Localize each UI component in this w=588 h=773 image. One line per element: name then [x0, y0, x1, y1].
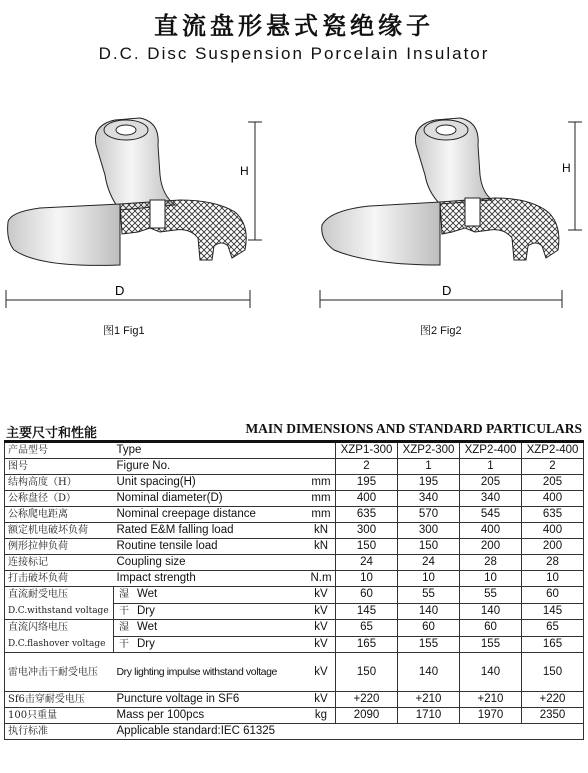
value-cell: 140	[460, 653, 522, 692]
wet-en: Wet	[134, 587, 307, 604]
value-cell: 55	[460, 587, 522, 604]
value-cell: 165	[522, 636, 584, 653]
value-cell: 2	[336, 459, 398, 475]
spec-row	[5, 555, 584, 571]
value-cell: 145	[336, 603, 398, 620]
flashover-wet-row	[5, 620, 584, 637]
row-en-label: Rated E&M falling load	[114, 523, 308, 539]
row-en-label: Dry lighting impulse withstand voltage	[114, 653, 308, 692]
value-cell: 10	[398, 571, 460, 587]
value-cell: 150	[336, 653, 398, 692]
row-en-label: Figure No.	[114, 459, 308, 475]
row-en-label: Routine tensile load	[114, 539, 308, 555]
unit-cell: kV	[307, 587, 336, 604]
flashover-en: D.C.flashover voltage	[8, 639, 106, 649]
value-cell: 155	[460, 636, 522, 653]
value-cell: 2090	[336, 708, 398, 724]
row-cn-label: 公称盘径（D）	[5, 491, 114, 507]
value-cell: 200	[460, 539, 522, 555]
unit-cell: mm	[307, 491, 336, 507]
value-cell: 24	[398, 555, 460, 571]
row-cn-label: Sf6击穿耐受电压	[5, 692, 114, 708]
value-cell: 300	[398, 523, 460, 539]
value-cell: 165	[336, 636, 398, 653]
row-en-label: Mass per 100pcs	[114, 708, 308, 724]
fig1-h-label: H	[240, 164, 249, 178]
value-cell: 340	[460, 491, 522, 507]
withstand-wet-row	[5, 587, 584, 604]
row-cn-label: 结构高度（H）	[5, 475, 114, 491]
spec-row	[5, 571, 584, 587]
fig2-h-label: H	[562, 161, 571, 175]
unit-cell: mm	[307, 475, 336, 491]
value-cell: 145	[522, 603, 584, 620]
value-cell: 340	[398, 491, 460, 507]
unit-cell: kV	[307, 692, 336, 708]
table-header-chinese: 主要尺寸和性能	[6, 426, 98, 441]
spec-row	[5, 539, 584, 555]
dry-en: Dry	[134, 603, 307, 620]
unit-cell: kV	[307, 620, 336, 637]
value-cell: 60	[398, 620, 460, 637]
value-cell: +220	[522, 692, 584, 708]
value-cell: 55	[398, 587, 460, 604]
row-cn-label: 连接标记	[5, 555, 114, 571]
value-cell: 570	[398, 507, 460, 523]
value-cell: 24	[336, 555, 398, 571]
spec-row	[5, 523, 584, 539]
value-cell: 140	[460, 603, 522, 620]
unit-cell: kV	[307, 603, 336, 620]
row-en-label: Impact strength	[114, 571, 308, 587]
value-cell: 60	[336, 587, 398, 604]
value-cell: 635	[522, 507, 584, 523]
value-cell: +210	[398, 692, 460, 708]
type-cell: XZP1-300	[336, 442, 398, 459]
dry-cn: 干	[114, 603, 135, 620]
value-cell: 10	[336, 571, 398, 587]
value-cell: 140	[398, 603, 460, 620]
value-cell: +210	[460, 692, 522, 708]
value-cell: 28	[522, 555, 584, 571]
row-cn-label: 额定机电破坏负荷	[5, 523, 114, 539]
unit-cell: kN	[307, 523, 336, 539]
value-cell: 60	[522, 587, 584, 604]
mass-row	[5, 708, 584, 724]
row-en-label: Unit spacing(H)	[114, 475, 308, 491]
fig1-d-label: D	[115, 283, 125, 298]
row-cn-label: 雷电冲击干耐受电压	[5, 653, 114, 692]
value-cell: 1710	[398, 708, 460, 724]
withstand-cn: 直流耐受电压	[8, 589, 68, 600]
value-cell: 10	[460, 571, 522, 587]
value-cell: 2	[522, 459, 584, 475]
value-cell: 2350	[522, 708, 584, 724]
row-en-label: Nominal diameter(D)	[114, 491, 308, 507]
wet-en: Wet	[134, 620, 307, 637]
title-chinese: 直流盘形悬式瓷绝缘子	[154, 11, 434, 40]
row-cn-label: 100只重量	[5, 708, 114, 724]
value-cell: 400	[336, 491, 398, 507]
spec-row	[5, 475, 584, 491]
row-cn-label: 公称爬电距离	[5, 507, 114, 523]
spec-row	[5, 491, 584, 507]
value-cell: 140	[398, 653, 460, 692]
type-cell: XZP2-300	[398, 442, 460, 459]
spec-row	[5, 507, 584, 523]
type-row	[5, 442, 584, 459]
row-en-label: Type	[114, 442, 308, 459]
table-header-english: MAIN DIMENSIONS AND STANDARD PARTICULARS	[245, 421, 582, 436]
value-cell: 28	[460, 555, 522, 571]
value-cell: 205	[522, 475, 584, 491]
row-cn-label: 执行标准	[5, 724, 114, 740]
title-english: D.C. Disc Suspension Porcelain Insulator	[98, 44, 490, 63]
withstand-en: D.C.withstand voltage	[8, 606, 109, 616]
figure-2-caption: 图2 Fig2	[420, 325, 462, 337]
value-cell: 65	[522, 620, 584, 637]
row-en-label: Nominal creepage distance	[114, 507, 308, 523]
unit-cell: N.m	[307, 571, 336, 587]
value-cell: 1970	[460, 708, 522, 724]
unit-cell	[307, 555, 336, 571]
row-cn-label: 图号	[5, 459, 114, 475]
wet-cn: 湿	[114, 620, 135, 637]
puncture-row	[5, 692, 584, 708]
value-cell: 150	[336, 539, 398, 555]
value-cell: 60	[460, 620, 522, 637]
fig2-d-label: D	[442, 283, 452, 298]
row-cn-label: 打击破坏负荷	[5, 571, 114, 587]
flashover-cn: 直流闪络电压	[8, 622, 68, 633]
row-cn-label: 产品型号	[5, 442, 114, 459]
value-cell: 205	[460, 475, 522, 491]
row-en-label: Puncture voltage in SF6	[114, 692, 308, 708]
unit-cell: mm	[307, 507, 336, 523]
unit-cell: kV	[307, 636, 336, 653]
value-cell: 300	[336, 523, 398, 539]
row-cn-label: 例形拉伸负荷	[5, 539, 114, 555]
type-cell: XZP2-400	[522, 442, 584, 459]
figure-1-drawing	[0, 100, 290, 315]
value-cell: 155	[398, 636, 460, 653]
value-cell: 200	[522, 539, 584, 555]
value-cell: 400	[522, 491, 584, 507]
unit-cell: kN	[307, 539, 336, 555]
type-cell: XZP2-400	[460, 442, 522, 459]
figure-1-caption: 图1 Fig1	[103, 325, 145, 337]
value-cell: 195	[336, 475, 398, 491]
standard-text: Applicable standard:IEC 61325	[114, 724, 584, 740]
unit-cell: kV	[307, 653, 336, 692]
value-cell: 150	[398, 539, 460, 555]
dry-cn: 干	[114, 636, 135, 653]
value-cell: 400	[460, 523, 522, 539]
value-cell: 10	[522, 571, 584, 587]
unit-cell: kg	[307, 708, 336, 724]
value-cell: 1	[460, 459, 522, 475]
lightning-row	[5, 653, 584, 692]
value-cell: 635	[336, 507, 398, 523]
value-cell: 65	[336, 620, 398, 637]
wet-cn: 湿	[114, 587, 135, 604]
specifications-table	[4, 440, 584, 740]
value-cell: 1	[398, 459, 460, 475]
figure-2-drawing	[300, 100, 588, 315]
value-cell: 195	[398, 475, 460, 491]
value-cell: 150	[522, 653, 584, 692]
standard-row	[5, 724, 584, 740]
value-cell: 545	[460, 507, 522, 523]
unit-cell	[307, 459, 336, 475]
value-cell: 400	[522, 523, 584, 539]
row-en-label: Coupling size	[114, 555, 308, 571]
value-cell: +220	[336, 692, 398, 708]
dry-en: Dry	[134, 636, 307, 653]
spec-row	[5, 459, 584, 475]
